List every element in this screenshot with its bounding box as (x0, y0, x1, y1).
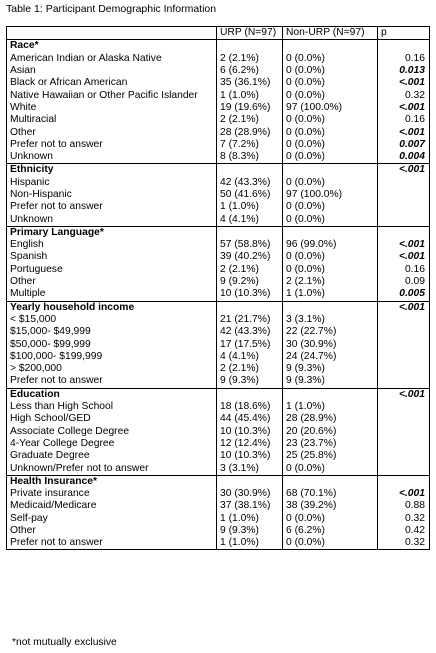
non-urp-value: 0 (0.0%) (283, 89, 378, 101)
table-row (7, 513, 430, 525)
table-row (7, 488, 430, 500)
table-row (7, 77, 430, 89)
section-title: Primary Language* (7, 226, 217, 239)
p-value (378, 326, 430, 338)
non-urp-value: 0 (0.0%) (283, 201, 378, 213)
urp-value: 10 (10.3%) (217, 288, 283, 301)
urp-value: 19 (19.6%) (217, 102, 283, 114)
section-non-urp (283, 164, 378, 177)
header-row (7, 27, 430, 40)
table-row (7, 151, 430, 164)
table-row (7, 264, 430, 276)
row-label: Spanish (7, 251, 217, 263)
non-urp-value: 0 (0.0%) (283, 77, 378, 89)
row-label: $100,000- $199,999 (7, 351, 217, 363)
section-header-row (7, 475, 430, 488)
section-non-urp (283, 475, 378, 488)
section-title: Education (7, 388, 217, 401)
table-row (7, 189, 430, 201)
p-value (378, 450, 430, 462)
non-urp-value: 28 (28.9%) (283, 413, 378, 425)
non-urp-value: 0 (0.0%) (283, 513, 378, 525)
row-label: Associate College Degree (7, 426, 217, 438)
row-label: Other (7, 276, 217, 288)
section-urp (217, 226, 283, 239)
urp-value: 50 (41.6%) (217, 189, 283, 201)
section-title: Ethnicity (7, 164, 217, 177)
row-label: Prefer not to answer (7, 139, 217, 151)
urp-value: 4 (4.1%) (217, 213, 283, 226)
p-value: 0.16 (378, 264, 430, 276)
section-header-row (7, 388, 430, 401)
urp-value: 1 (1.0%) (217, 513, 283, 525)
urp-value: 39 (40.2%) (217, 251, 283, 263)
table-row (7, 525, 430, 537)
non-urp-value: 9 (9.3%) (283, 375, 378, 388)
section-title: Health Insurance* (7, 475, 217, 488)
row-label: Portuguese (7, 264, 217, 276)
urp-value: 4 (4.1%) (217, 351, 283, 363)
non-urp-value: 38 (39.2%) (283, 500, 378, 512)
row-label: < $15,000 (7, 314, 217, 326)
section-header-row (7, 301, 430, 314)
p-value: <.001 (378, 126, 430, 138)
table-row (7, 413, 430, 425)
p-value (378, 438, 430, 450)
section-p-value (378, 226, 430, 239)
section-header-row (7, 40, 430, 53)
p-value: 0.32 (378, 89, 430, 101)
non-urp-value: 0 (0.0%) (283, 126, 378, 138)
header-label (7, 27, 217, 40)
urp-value: 44 (45.4%) (217, 413, 283, 425)
section-title: Yearly household income (7, 301, 217, 314)
urp-value: 28 (28.9%) (217, 126, 283, 138)
section-ethnicity (7, 164, 430, 226)
non-urp-value: 96 (99.0%) (283, 239, 378, 251)
urp-value: 42 (43.3%) (217, 177, 283, 189)
urp-value: 10 (10.3%) (217, 426, 283, 438)
header-non-urp: Non-URP (N=97) (283, 27, 378, 40)
table-row (7, 288, 430, 301)
row-label: Non-Hispanic (7, 189, 217, 201)
p-value: 0.32 (378, 537, 430, 550)
p-value (378, 426, 430, 438)
p-value: <.001 (378, 102, 430, 114)
row-label: English (7, 239, 217, 251)
section-non-urp (283, 388, 378, 401)
row-label: Unknown/Prefer not to answer (7, 462, 217, 475)
row-label: Hispanic (7, 177, 217, 189)
row-label: Prefer not to answer (7, 201, 217, 213)
urp-value: 30 (30.9%) (217, 488, 283, 500)
p-value (378, 213, 430, 226)
table-row (7, 426, 430, 438)
table-row (7, 65, 430, 77)
non-urp-value: 97 (100.0%) (283, 102, 378, 114)
non-urp-value: 20 (20.6%) (283, 426, 378, 438)
row-label: White (7, 102, 217, 114)
row-label: Private insurance (7, 488, 217, 500)
table-row (7, 177, 430, 189)
header-urp: URP (N=97) (217, 27, 283, 40)
section-p-value: <.001 (378, 301, 430, 314)
row-label: $50,000- $99,999 (7, 338, 217, 350)
non-urp-value: 0 (0.0%) (283, 213, 378, 226)
urp-value: 18 (18.6%) (217, 401, 283, 413)
row-label: Asian (7, 65, 217, 77)
p-value (378, 177, 430, 189)
urp-value: 9 (9.3%) (217, 525, 283, 537)
table-caption: Table 1: Participant Demographic Information (6, 3, 217, 15)
p-value: <.001 (378, 77, 430, 89)
table-row (7, 251, 430, 263)
row-label: American Indian or Alaska Native (7, 53, 217, 65)
non-urp-value: 23 (23.7%) (283, 438, 378, 450)
non-urp-value: 24 (24.7%) (283, 351, 378, 363)
row-label: Medicaid/Medicare (7, 500, 217, 512)
table-row (7, 338, 430, 350)
table-row (7, 213, 430, 226)
p-value: 0.32 (378, 513, 430, 525)
row-label: Other (7, 525, 217, 537)
row-label: Prefer not to answer (7, 537, 217, 550)
urp-value: 2 (2.1%) (217, 114, 283, 126)
section-health-insurance (7, 475, 430, 550)
urp-value: 17 (17.5%) (217, 338, 283, 350)
p-value: 0.42 (378, 525, 430, 537)
non-urp-value: 0 (0.0%) (283, 151, 378, 164)
non-urp-value: 0 (0.0%) (283, 53, 378, 65)
non-urp-value: 0 (0.0%) (283, 537, 378, 550)
non-urp-value: 0 (0.0%) (283, 251, 378, 263)
p-value: 0.16 (378, 114, 430, 126)
table-row (7, 53, 430, 65)
non-urp-value: 9 (9.3%) (283, 363, 378, 375)
table-row (7, 114, 430, 126)
table-row (7, 239, 430, 251)
non-urp-value: 3 (3.1%) (283, 314, 378, 326)
row-label: Prefer not to answer (7, 375, 217, 388)
non-urp-value: 97 (100.0%) (283, 189, 378, 201)
row-label: Unknown (7, 213, 217, 226)
p-value (378, 201, 430, 213)
header-p: p (378, 27, 430, 40)
urp-value: 42 (43.3%) (217, 326, 283, 338)
urp-value: 37 (38.1%) (217, 500, 283, 512)
row-label: Black or African American (7, 77, 217, 89)
section-non-urp (283, 301, 378, 314)
urp-value: 1 (1.0%) (217, 201, 283, 213)
non-urp-value: 1 (1.0%) (283, 288, 378, 301)
section-urp (217, 301, 283, 314)
urp-value: 9 (9.3%) (217, 375, 283, 388)
section-p-value (378, 475, 430, 488)
table-row (7, 351, 430, 363)
p-value (378, 189, 430, 201)
non-urp-value: 2 (2.1%) (283, 276, 378, 288)
table-row (7, 438, 430, 450)
table-row (7, 500, 430, 512)
urp-value: 6 (6.2%) (217, 65, 283, 77)
non-urp-value: 30 (30.9%) (283, 338, 378, 350)
table-row (7, 276, 430, 288)
urp-value: 7 (7.2%) (217, 139, 283, 151)
table-row (7, 537, 430, 550)
section-urp (217, 164, 283, 177)
urp-value: 1 (1.0%) (217, 537, 283, 550)
non-urp-value: 0 (0.0%) (283, 177, 378, 189)
non-urp-value: 0 (0.0%) (283, 264, 378, 276)
urp-value: 2 (2.1%) (217, 264, 283, 276)
p-value: 0.007 (378, 139, 430, 151)
row-label: Multiple (7, 288, 217, 301)
section-p-value: <.001 (378, 164, 430, 177)
p-value: 0.88 (378, 500, 430, 512)
table-row (7, 401, 430, 413)
non-urp-value: 1 (1.0%) (283, 401, 378, 413)
p-value (378, 375, 430, 388)
p-value (378, 314, 430, 326)
urp-value: 57 (58.8%) (217, 239, 283, 251)
section-header-row (7, 164, 430, 177)
row-label: High School/GED (7, 413, 217, 425)
p-value (378, 351, 430, 363)
p-value (378, 413, 430, 425)
section-non-urp (283, 40, 378, 53)
p-value: <.001 (378, 251, 430, 263)
table-row (7, 450, 430, 462)
table-row (7, 363, 430, 375)
table-row (7, 126, 430, 138)
urp-value: 9 (9.2%) (217, 276, 283, 288)
p-value (378, 462, 430, 475)
section-title: Race* (7, 40, 217, 53)
section-urp (217, 475, 283, 488)
table-row (7, 314, 430, 326)
urp-value: 1 (1.0%) (217, 89, 283, 101)
row-label: Other (7, 126, 217, 138)
section-urp (217, 40, 283, 53)
non-urp-value: 0 (0.0%) (283, 462, 378, 475)
non-urp-value: 0 (0.0%) (283, 139, 378, 151)
table-row (7, 139, 430, 151)
non-urp-value: 0 (0.0%) (283, 114, 378, 126)
section-header-row (7, 226, 430, 239)
urp-value: 35 (36.1%) (217, 77, 283, 89)
row-label: Multiracial (7, 114, 217, 126)
non-urp-value: 25 (25.8%) (283, 450, 378, 462)
p-value: <.001 (378, 239, 430, 251)
p-value: 0.004 (378, 151, 430, 164)
row-label: Graduate Degree (7, 450, 217, 462)
section-p-value (378, 40, 430, 53)
table-row (7, 102, 430, 114)
row-label: 4-Year College Degree (7, 438, 217, 450)
non-urp-value: 0 (0.0%) (283, 65, 378, 77)
table-row (7, 89, 430, 101)
row-label: Unknown (7, 151, 217, 164)
urp-value: 8 (8.3%) (217, 151, 283, 164)
urp-value: 3 (3.1%) (217, 462, 283, 475)
section-race (7, 40, 430, 164)
footnote: *not mutually exclusive (12, 637, 117, 648)
non-urp-value: 22 (22.7%) (283, 326, 378, 338)
non-urp-value: 6 (6.2%) (283, 525, 378, 537)
urp-value: 12 (12.4%) (217, 438, 283, 450)
p-value: 0.013 (378, 65, 430, 77)
p-value: 0.09 (378, 276, 430, 288)
urp-value: 2 (2.1%) (217, 53, 283, 65)
row-label: Native Hawaiian or Other Pacific Islander (7, 89, 217, 101)
section-primary-language (7, 226, 430, 301)
table-row (7, 201, 430, 213)
p-value: 0.16 (378, 53, 430, 65)
urp-value: 21 (21.7%) (217, 314, 283, 326)
demographics-table (6, 26, 430, 550)
section-education (7, 388, 430, 475)
section-yearly-household-income (7, 301, 430, 388)
p-value (378, 363, 430, 375)
row-label: Less than High School (7, 401, 217, 413)
table-row (7, 462, 430, 475)
p-value (378, 401, 430, 413)
table-row (7, 326, 430, 338)
section-p-value: <.001 (378, 388, 430, 401)
urp-value: 2 (2.1%) (217, 363, 283, 375)
p-value: <.001 (378, 488, 430, 500)
section-non-urp (283, 226, 378, 239)
section-urp (217, 388, 283, 401)
row-label: $15,000- $49,999 (7, 326, 217, 338)
row-label: Self-pay (7, 513, 217, 525)
p-value: 0.005 (378, 288, 430, 301)
non-urp-value: 68 (70.1%) (283, 488, 378, 500)
table-row (7, 375, 430, 388)
p-value (378, 338, 430, 350)
urp-value: 10 (10.3%) (217, 450, 283, 462)
row-label: > $200,000 (7, 363, 217, 375)
